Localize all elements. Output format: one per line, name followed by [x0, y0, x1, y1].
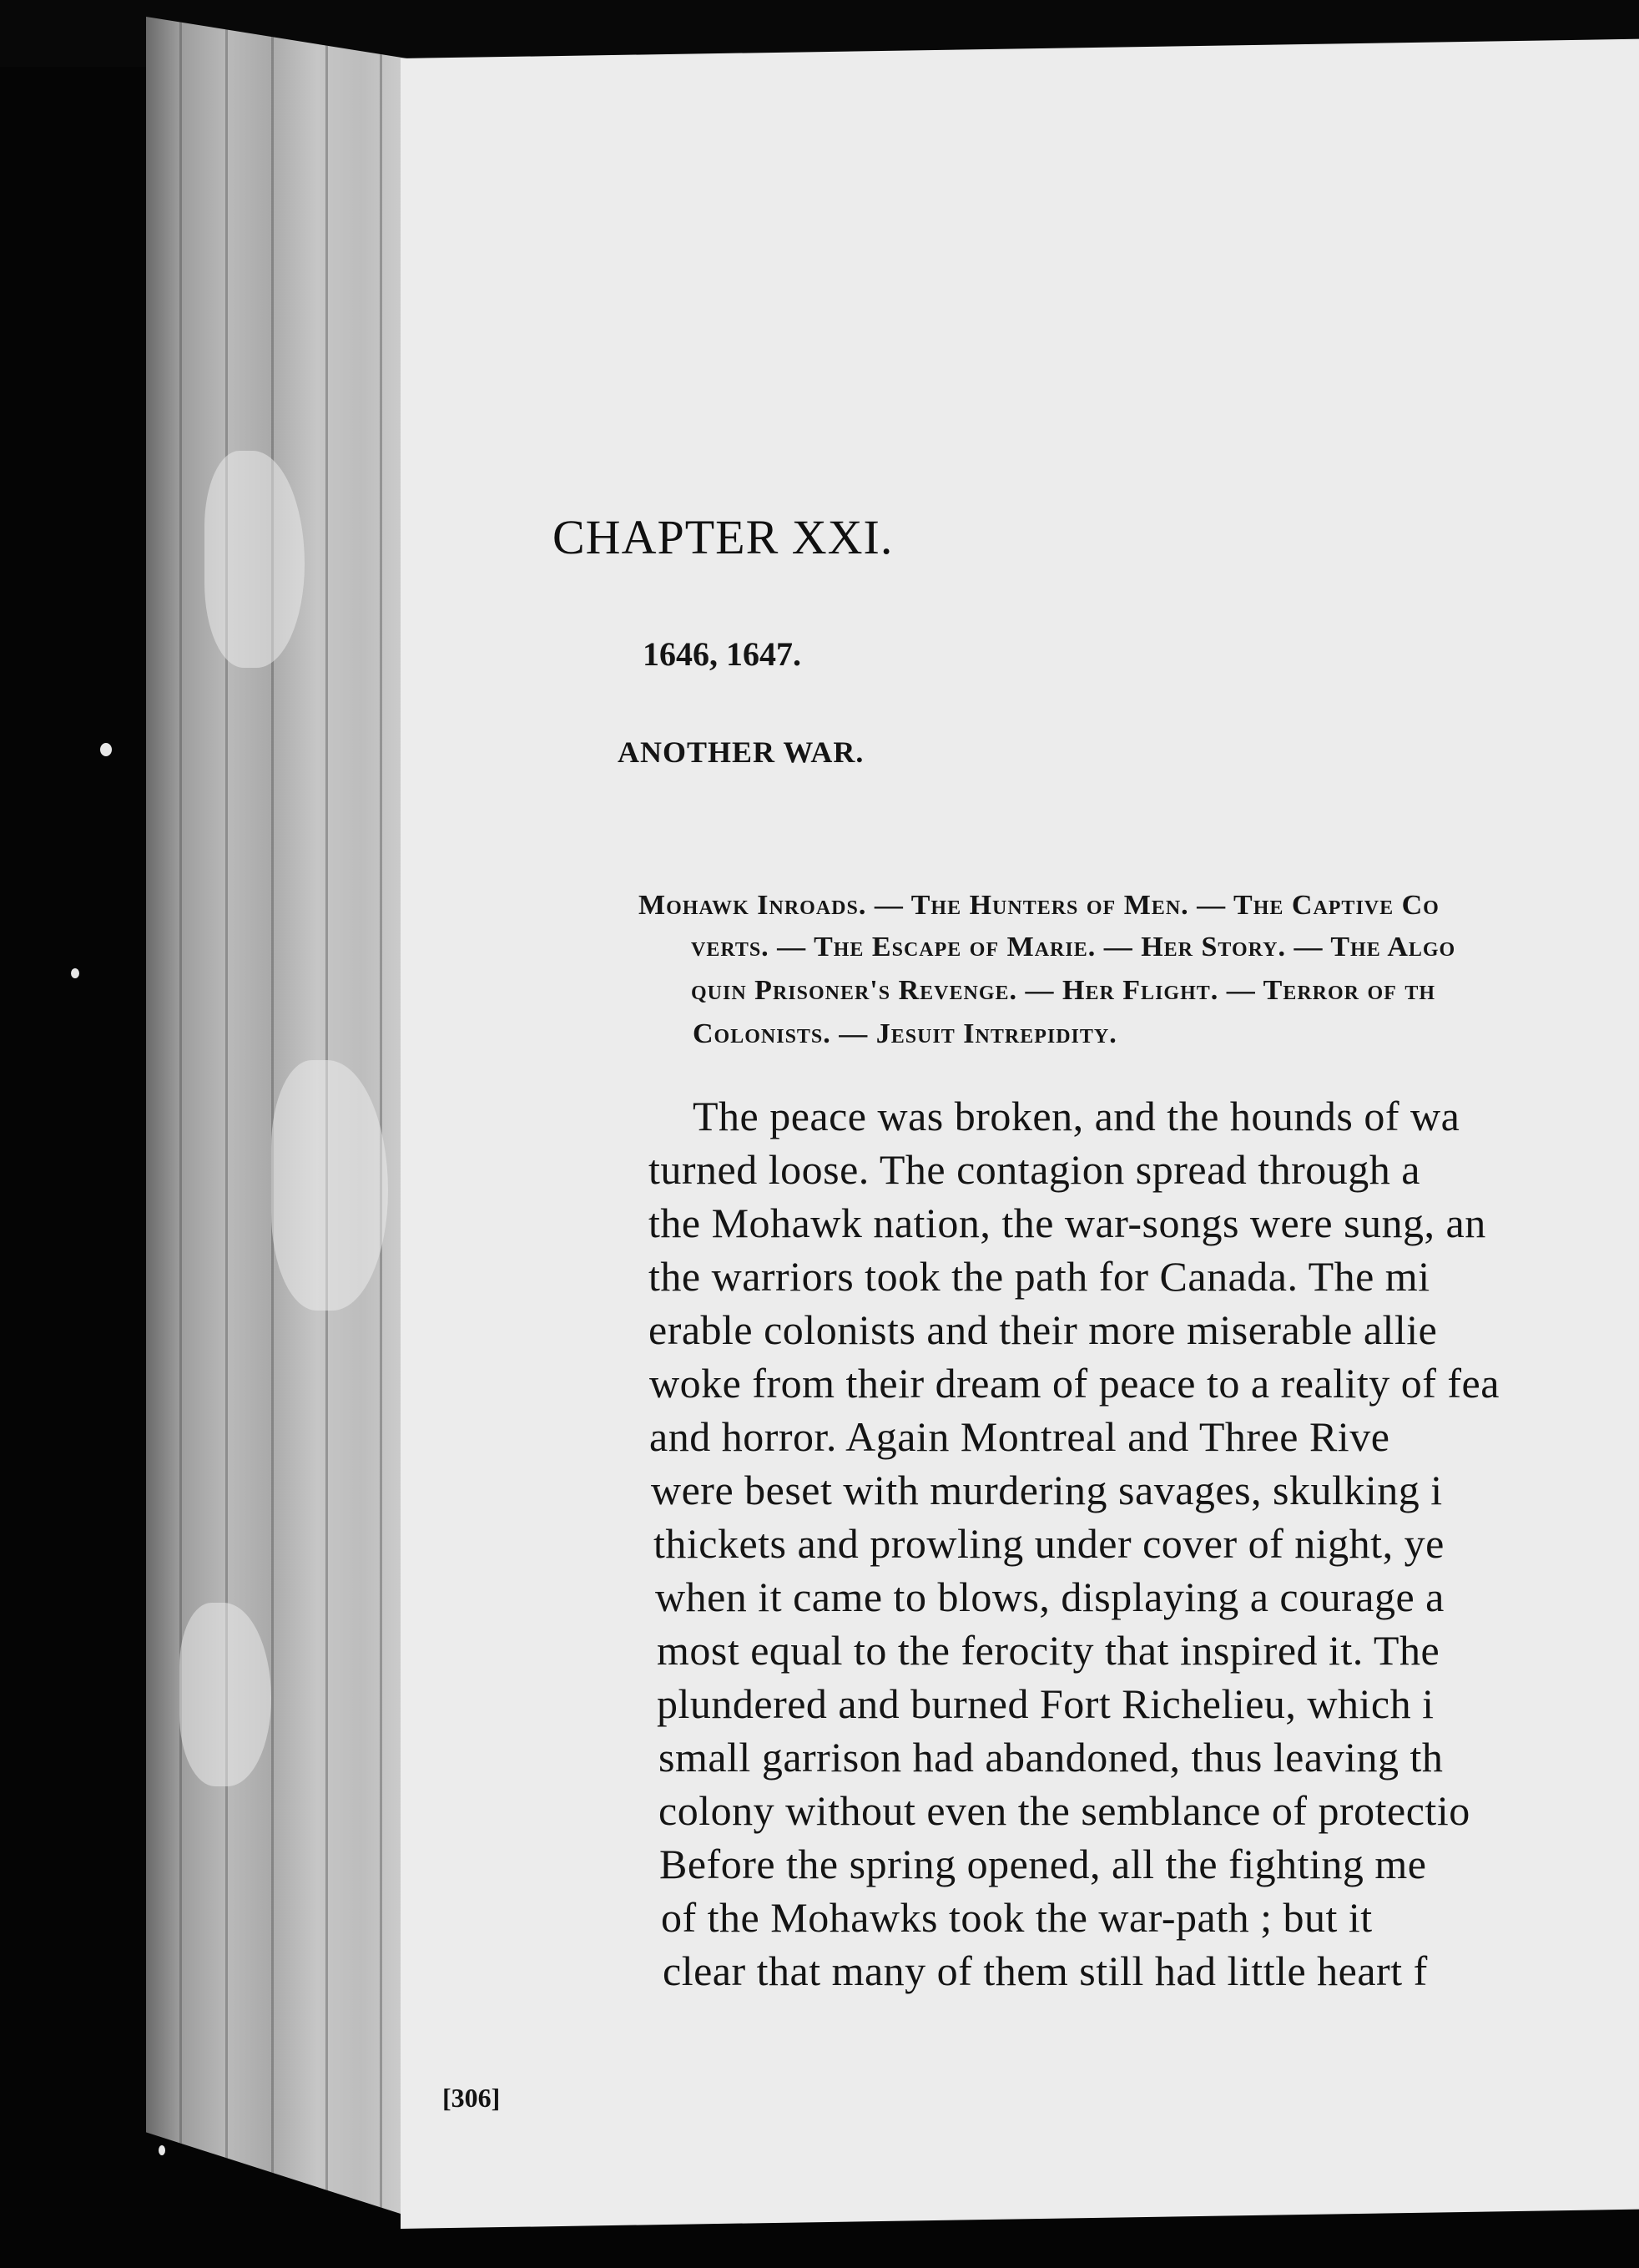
- body-text-line: Before the spring opened, all the fighting me: [659, 1841, 1427, 1887]
- synopsis-line: Colonists. — Jesuit Intrepidity.: [693, 1018, 1117, 1049]
- body-text-line: erable colonists and their more miserable allie: [648, 1306, 1438, 1353]
- body-text-line: turned loose. The contagion spread through a: [648, 1146, 1421, 1193]
- margin-speck: [71, 968, 79, 978]
- book-page-edge: [146, 17, 421, 2220]
- margin-speck: [100, 743, 112, 756]
- chapter-subtitle: ANOTHER WAR.: [618, 735, 865, 769]
- body-text-line: plundered and burned Fort Richelieu, which i: [657, 1680, 1435, 1727]
- margin-speck: [159, 2145, 165, 2155]
- body-text-line: The peace was broken, and the hounds of wa: [693, 1093, 1460, 1139]
- edge-streak: [225, 17, 228, 2220]
- body-text-line: thickets and prowling under cover of night, ye: [653, 1520, 1445, 1567]
- body-text-line: most equal to the ferocity that inspired it. The: [657, 1627, 1440, 1674]
- synopsis-line: verts. — The Escape of Marie. — Her Story. — The Algo: [691, 932, 1456, 962]
- edge-streak: [179, 17, 182, 2220]
- body-text-line: the warriors took the path for Canada. The mi: [648, 1253, 1430, 1300]
- edge-stain: [179, 1603, 271, 1786]
- body-text-line: and horror. Again Montreal and Three Rive: [649, 1413, 1390, 1460]
- body-text-line: when it came to blows, displaying a courage a: [655, 1573, 1445, 1620]
- body-text-line: the Mohawk nation, the war-songs were sung, an: [648, 1200, 1486, 1246]
- body-text-line: were beset with murdering savages, skulking i: [651, 1467, 1443, 1513]
- synopsis-line: quin Prisoner's Revenge. — Her Flight. — Terror of th: [691, 975, 1435, 1006]
- chapter-years: 1646, 1647.: [643, 635, 801, 673]
- body-text-line: clear that many of them still had little heart f: [663, 1947, 1428, 1994]
- body-text-line: of the Mohawks took the war-path ; but it: [661, 1894, 1373, 1941]
- body-text-line: colony without even the semblance of protectio: [658, 1787, 1470, 1834]
- synopsis-line: Mohawk Inroads. — The Hunters of Men. — The Captive Co: [638, 890, 1440, 921]
- chapter-title: CHAPTER XXI.: [552, 510, 894, 564]
- edge-streak: [380, 17, 382, 2220]
- page-number: [306]: [442, 2083, 501, 2113]
- edge-stain: [271, 1060, 388, 1311]
- edge-stain: [204, 451, 305, 668]
- body-text-line: woke from their dream of peace to a reality of fea: [649, 1360, 1500, 1407]
- body-text-line: small garrison had abandoned, thus leaving th: [658, 1734, 1444, 1781]
